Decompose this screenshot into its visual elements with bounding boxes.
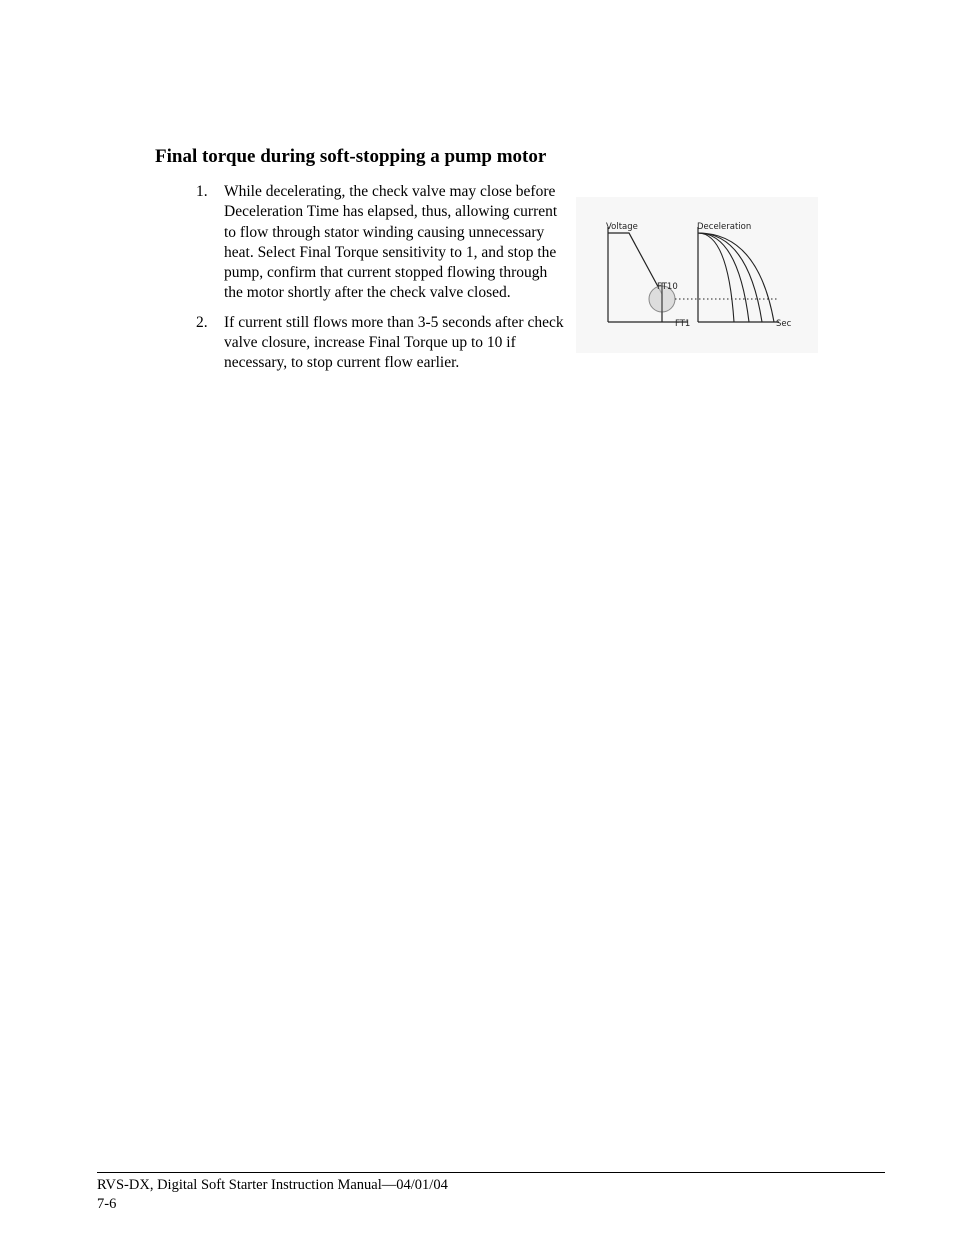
deceleration-curve (698, 233, 749, 322)
deceleration-label: Deceleration (697, 222, 752, 232)
page-number: 7-6 (97, 1196, 117, 1212)
final-torque-diagram (576, 197, 818, 353)
deceleration-curve (698, 233, 762, 322)
ft10-label: FT10 (657, 282, 678, 292)
list-item (196, 182, 566, 304)
list-item (196, 313, 566, 374)
deceleration-curve (698, 233, 734, 322)
footer-divider (97, 1172, 885, 1173)
section-heading: Final torque during soft-stopping a pump motor (155, 146, 547, 167)
voltage-label: Voltage (606, 222, 638, 232)
ft1-label: FT1 (675, 319, 691, 329)
instruction-list (196, 182, 566, 383)
list-item-text: While decelerating, the check valve may close before Deceleration Time has elapsed, thus, allowing current to flow through stator winding causing unnecessary heat. Select Final Torque sensitivity to 1, and stop the pump, confirm that current stopped flowing through the motor shortly after the check valve closed. (224, 183, 558, 302)
list-item-number: 2. (196, 313, 208, 331)
list-item-text: If current still flows more than 3-5 seconds after check valve closure, increase Final Torque up to 10 if necessary, to stop current flow earlier. (224, 313, 564, 372)
deceleration-curve (698, 233, 774, 322)
sec-label: Sec (776, 319, 792, 329)
list-item-number: 1. (196, 183, 208, 200)
footer-title: RVS-DX, Digital Soft Starter Instruction Manual—04/01/04 (97, 1177, 448, 1193)
